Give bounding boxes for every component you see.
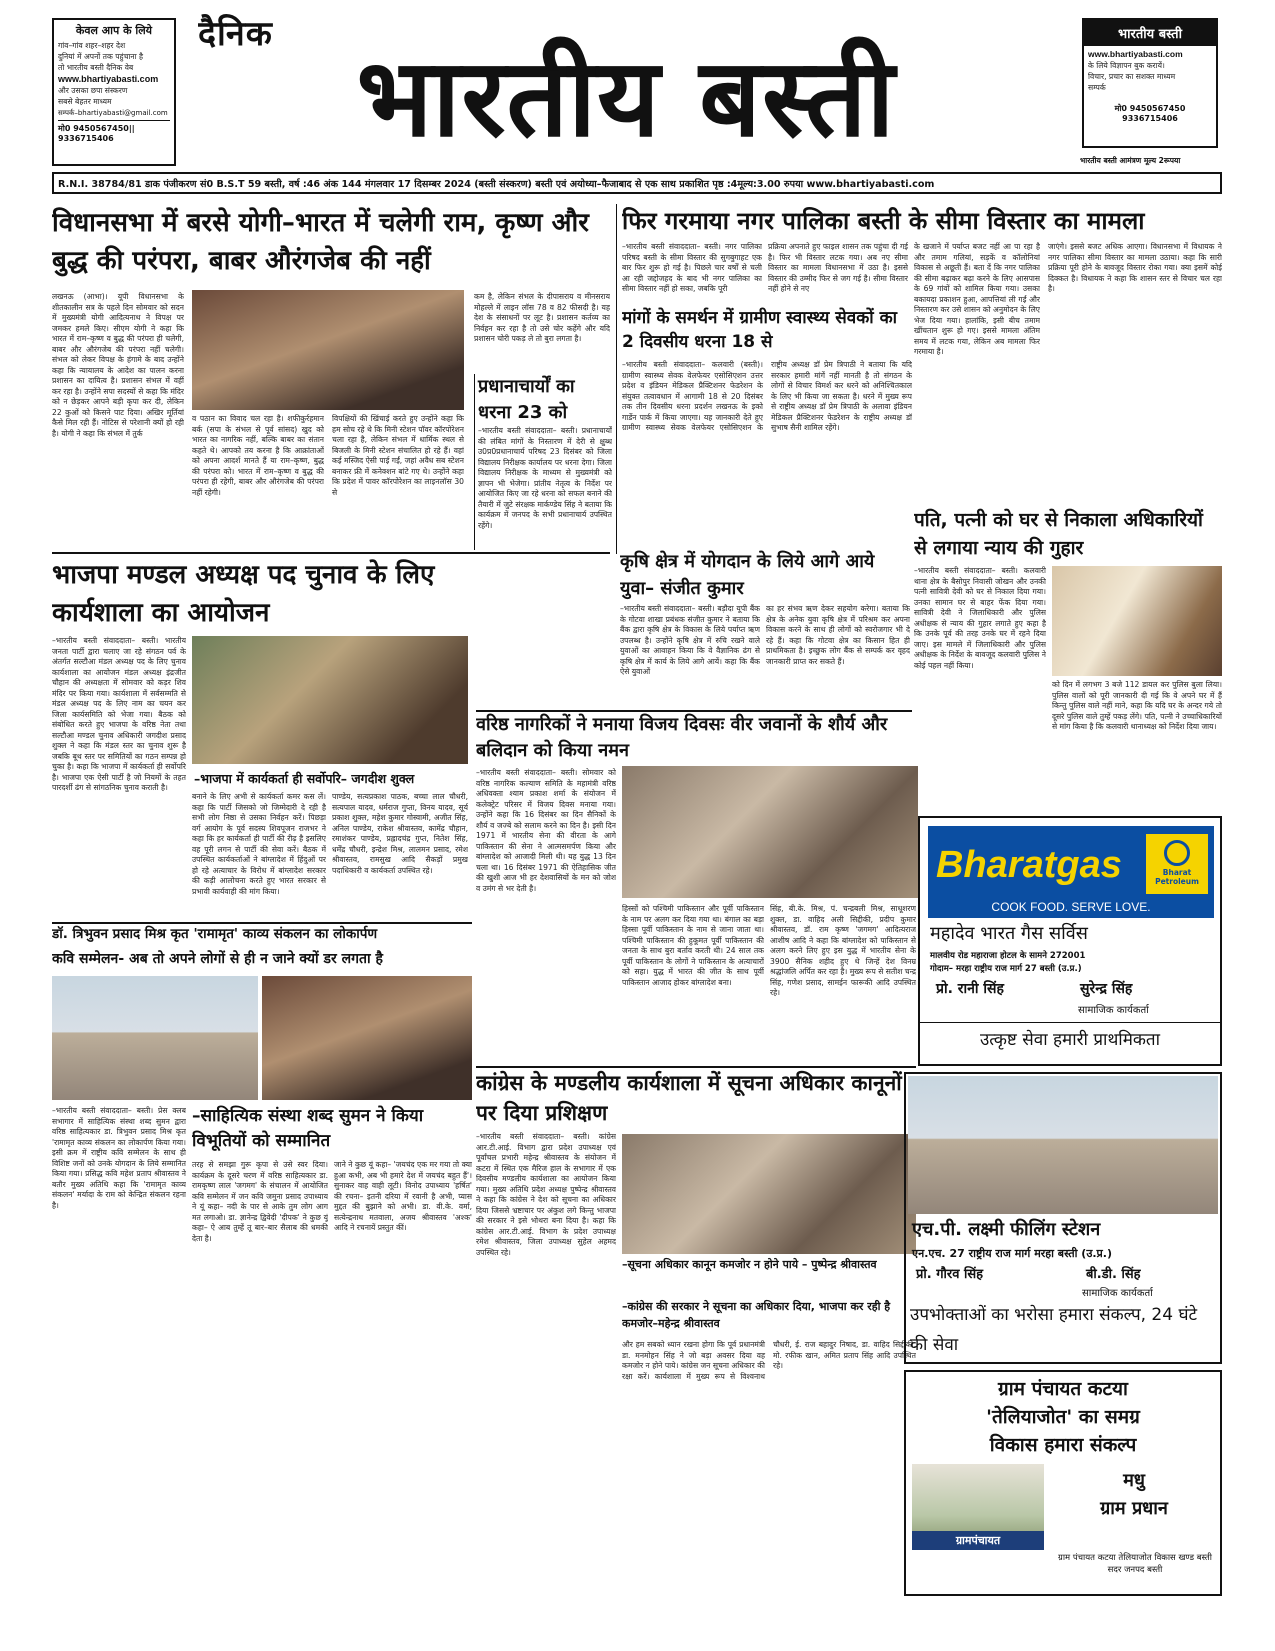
headline-trib: डॉ. त्रिभुवन प्रसाद मिश्र कृत 'रामामृत' काव्य संकलन का लोकार्पण [52,926,378,942]
panchayat-name: मधु [1123,1470,1145,1491]
left-promo-line: सबसे बेहतर माध्यम [58,97,112,106]
headline-congress: कांग्रेस के मण्डलीय कार्यशाला में सूचना अधिकार कानूनों पर दिया प्रशिक्षण [476,1071,902,1125]
bharatgas-person-1: प्रो. रानी सिंह [936,981,1004,997]
left-promo-title: केवल आप के लिये [75,24,153,37]
right-promo-phone: मो0 9450567450 [1114,104,1186,113]
bharatgas-person-2-role: सामाजिक कार्यकर्ता [1078,1005,1149,1016]
headline-sahityik: –साहित्यिक संस्था शब्द सुमन ने किया विभूतियों को सम्मानित [192,1106,424,1151]
article-vijay-col2: हिस्सों को पश्चिमी पाकिस्तान और पूर्वी पाकिस्तान के नाम पर अलग कर दिया गया था। बंगाल का बड़ा हिस्सा पूर्वी पाकिस्तान के नाम से जाना जाता था। पश्चिमी पाकिस्तान की हुकूमत पूर्वी पाकिस्तान की जनता के साथ बुरा बर्ताव करती थी। 24 साल तक पूर्वी पाकिस्तान के लोगों ने पाकिस्तान के अत्याचारों को सहा। युद्ध में भारत की जीत के साथ पूर्वी पाकिस्तान आजाद होकर बांग्लादेश बना। [622,904,764,987]
right-promo-line: सम्पर्क [1088,83,1106,92]
article-bjp-col3: पाण्डेय, सत्यप्रकाश पाठक, बच्चा लाल चौधरी, सत्यपाल यादव, धर्मराज गुप्ता, विनय यादव, सूर्य प्रकाश शुक्ल, महेश कुमार गोस्वामी, अजीत सिंह, अनिल पाण्डेय, राकेश श्रीवास्तव, कामेंद्र चौहान, रमाशंकर पाण्डेय, प्रह्लादचंद्र गुप्त, नितेश सिंह, धर्मेंद्र चौधरी, इन्द्रेश मिश्र, लालमन प्रसाद, रमेश श्रीवास्तव, रामसुख आदि सैकड़ों प्रमुख पदाधिकारी व कार्यकर्ता उपस्थित रहे। [332,792,468,875]
ad-hp-filling-station[interactable] [904,1072,1222,1364]
hp-person-1: प्रो. गौरव सिंह [916,1267,984,1282]
article-seema-col4: जाएंगे। इससे बजट अधिक आएगा। विधानसभा में विधायक ने नगर पालिका सीमा विस्तार का मामला उठाया। कहा कि सारी प्रक्रिया पूरी होने के बावजूद विस्तार रोका गया। क्या इसमें कोई दिक्कत है। विधायक ने कहा कि शासन स्तर से विचार चल रहा है। [1048,242,1222,293]
article-krishi-col2: का हर संभव ऋण देकर सहयोग करेगा। बताया कि क्षेत्र के अनेक युवा कृषि क्षेत्र में परिश्रम कर अपना विकास करने के साथ ही लोगों को स्वरोजगार भी दे रहे हैं। कहा कि गोटवा क्षेत्र का किसान हित ही प्राथमिकता है। इच्छुक लोग बैंक से सम्पर्क कर वृहद जानकारी प्राप्त कर सकते हैं। [766,604,910,666]
section-rule [52,552,610,554]
right-promo-url[interactable]: www.bhartiyabasti.com [1088,49,1183,59]
panchayat-line-2: 'तेलियाजोत' का समग्र [986,1406,1140,1428]
bharatgas-dealer: महादेव भारत गैस सर्विस [930,923,1088,944]
article-pradhanacharya-body: –भारतीय बस्ती संवाददाता– बस्ती। प्रधानाचार्यों की लंबित मांगों के निस्तारण में देरी से क्षुब्ध उ0प्र0प्रधानाचार्य परिषद 23 दिसंबर को जिला विद्यालय निरीक्षक कार्यालय पर धरना देगा। जिला विद्यालय निरीक्षक के माध्यम से मुख्यमंत्री को ज्ञापन भी भेजेगा। प्रांतीय नेतृत्व के निर्देश पर आयोजित किए जा रहे धरना को सफल बनाने की तैयारी में जुटे संरक्षक मार्कण्डेय सिंह ने बताया कि कार्यक्रम में जनपद के सभी प्रधानाचार्य उपस्थित रहेंगे। [478,426,612,530]
article-krishi-col1: –भारतीय बस्ती संवाददाता– बस्ती। बड़ौदा यूपी बैंक के गोटवा शाखा प्रबंधक संजीत कुमार ने बताया कि बैंक द्वारा कृषि क्षेत्र के विकास के लिये पर्याप्त ऋण उपलब्ध है। उन्होंने कृषि क्षेत्र में रुचि रखने वाले युवाओं का आवाहन किया कि वे वैज्ञानिक ढंग से कृषि क्षेत्र में कार्य के लिये आगे आयें। कहा कि बैंक ऐसे युवाओं [620,604,760,676]
left-promo-email[interactable]: सम्पर्क–bhartiyabasti@gmail.com [58,109,168,117]
article-yogi-col1: लखनऊ (आभा)। यूपी विधानसभा के शीतकालीन सत्र के पहले दिन सोमवार को सदन में मुख्यमंत्री योगी आदित्यनाथ ने विपक्ष पर जमकर हमले किए। सीएम योगी ने कहा कि भारत में राम–कृष्ण व बुद्ध की परंपरा ही चलेगी, बाबर और औरंगजेब की परंपरा नहीं चलेगी। संभल को लेकर विपक्ष के हंगामे के बाद उन्होंने कहा कि न्यायालय के आदेश का पालन करना प्रशासन का दायित्व है। प्रशासन संभल में वहीं कर रहा है। उन्होंने सपा सदस्यों से कहा कि मंदिर को न छेड़कर आपने बड़ी कृपा कर दी, लेकिन 22 कुओं को किसने पाट दिया। अखिर मूर्तियां कैसे मिल रही हैं। नोटिस से परेशानी क्यों हो रही है। योगी ने कहा कि संभल में तुर्क [52,292,184,438]
invitation-price: भारतीय बस्ती आमंत्रण मूल्य 2रूपया [1080,156,1181,165]
photo-book-launch-stage [52,976,258,1100]
congress-callout-1: –सूचना अधिकार कानून कमजोर न होने पाये – पुष्पेन्द्र श्रीवास्तव [622,1258,877,1271]
headline-krishi: कृषि क्षेत्र में योगदान के लिये आगे आये युवा– संजीत कुमार [620,551,875,599]
hp-name: एच.पी. लक्ष्मी फीलिंग स्टेशन [912,1219,1101,1240]
photo-book-launch-audience [262,976,472,1100]
photo-bjp-workshop [192,636,468,764]
headline-yogi: विधानसभा में बरसे योगी–भारत में चलेगी राम, कृष्ण और बुद्ध की परंपरा, बाबर औरंगजेब की नहीं [52,208,589,276]
subhead-trib: कवि सम्मेलन- अब तो अपने लोगों से ही न जाने क्यों डर लगता है [52,951,383,967]
right-promo-line: के लिये विज्ञापन बुक करायें। [1088,61,1165,70]
headline-seema: फिर गरमाया नगर पालिका बस्ती के सीमा विस्तार का मामला [622,207,1145,235]
article-congress-col1: –भारतीय बस्ती संवाददाता– बस्ती। कांग्रेस आर.टी.आई. विभाग द्वारा प्रदेश उपाध्यक्ष एवं पूर्वांचल प्रभारी महेन्द्र श्रीवास्तव के संयोजन में कटरा में स्थित एक मैरिज हाल के सभागार में एक दिवसीय मण्डलीय कार्यशाला का आयोजन किया गया। मुख्य अतिथि प्रदेश अध्यक्ष पुष्पेन्द्र श्रीवास्तव ने कहा कि कांग्रेस ने देश को सूचना का अधिकार दिया जिससे भ्रष्टाचार पर अंकुश लगे किन्तु भाजपा की सरकार ने इसे भोथरा बना दिया है। कहा कि कांग्रेस आर.टी.आई. विभाग के प्रदेश उपाध्यक्ष रमेश श्रीवास्तव, जिला उपाध्यक्ष सुहेल अहमद उपस्थित रहे। [476,1132,616,1257]
article-dharna-body: –भारतीय बस्ती संवाददाता– कलवारी (बस्ती)। ग्रामीण स्वास्थ्य सेवक वेलफेयर एसोसिएशन उत्तर प्रदेश व इंडियन मेडिकल प्रैक्टिशनर फेडरेशन के संयुक्त तत्वावधान में आगामी 18 से 20 दिसंबर तक तीन दिवसीय धरना प्रदर्शन लखनऊ के इको गार्डेन पार्क में किया जाएगा। यह जानकारी देते हुए ग्रामीण स्वास्थ्य सेवक वेलफेयर एसोसिएशन के राष्ट्रीय अध्यक्ष डॉ प्रेम त्रिपाठी ने बताया कि यदि सरकार हमारी मांगें नहीं मानती है तो संगठन के लोगों से विचार विमर्श कर धरने को अनिश्चितकाल के लिए भी किया जा सकता है। धरने में मुख्य रूप से राष्ट्रीय अध्यक्ष डॉ प्रेम त्रिपाठी के अलावा इंडियन मेडिकल प्रैक्टिशनर फेडरेशन के राष्ट्रीय अध्यक्ष डॉ सुभाष सैनी शामिल रहेंगे। [622,360,912,432]
bharatgas-slogan: उत्कृष्ट सेवा हमारी प्राथमिकता [920,1022,1220,1057]
hp-address: एन.एच. 27 राष्ट्रीय राज मार्ग मरहा बस्ती (उ.प्र.) [912,1247,1113,1260]
panchayat-image [912,1464,1044,1550]
article-congress-col2: और हम सबको ध्यान रखना होगा कि पूर्व प्रधानमंत्री डा. मनमोहन सिंह ने जो बड़ा अवसर दिया वह कमजोर न होने पाये। कांग्रेस जन सूचना अधिकार की रक्षा करें। कार्यशाला में मुख्य रूप से विश्वनाथ चौधरी, ई. राज बहादुर निषाद, डा. वाहिद सिद्दीकी, मो. रफीक खान, अमित प्रताप सिंह आदि उपस्थित रहे। [622,1340,916,1381]
article-vijay-col3: सिंह, बी.के. मिश्र, पं. चन्द्रबली मिश्र, साधूशरण शुक्ल, डा. वाहिद अली सिद्दीकी, प्रदीप कुमार श्रीवास्तव, डॉ. राम कृष्ण 'जगमग' आदित्यराज आशीष आदि ने कहा कि बांग्लादेश को पाकिस्तान से अलग करने लिए हुए इस युद्ध में भारतीय सेना के 3900 सैनिक शहीद हुए थे जिन्हें देश विनम्र श्रद्धांजलि अर्पित कर रहा है। मुख्य रूप से सतीश चन्द्र सिंह, गणेश प्रसाद, सामईन फारूकी आदि उपस्थित रहे। [770,904,916,997]
article-seema-col1: –भारतीय बस्ती संवाददाता– बस्ती। नगर पालिका परिषद बस्ती के सीमा विस्तार की सुगबुगाहट एक बार फिर शुरू हो गई है। पिछले चार वर्षों से चली आ रही जद्दोजहद के बाद भी नगर पालिका का सीमा विस्तार नहीं हो सका, जबकि पूरी [622,242,762,293]
left-promo-line: गांव–गांव शहर–शहर देश [58,41,126,50]
headline-pati: पति, पत्नी को घर से निकाला अधिकारियों से लगाया न्याय की गुहार [914,509,1203,559]
bharatgas-tagline: COOK FOOD. SERVE LOVE. [991,900,1151,914]
left-promo-phone: मो0 9450567450|| 9336715406 [58,120,170,143]
panchayat-line-1: ग्राम पंचायत कटया [998,1378,1128,1400]
article-trib-col2: तरह से समझा गुरू कृपा से उसे स्वर दिया। कार्यक्रम के दूसरे चरण में वरिष्ठ साहित्यकार डा. रामकृष्ण लाल 'जगमग' के संचालन में आयोजित कवि सम्मेलन में जन कवि जमुना प्रसाद उपाध्याय ने यूं कहा– नदी के पार से आके तुम लोग आग मत लगाओ। डा. ज्ञानेन्द्र द्विवेदी 'दीपक' ने कुछ यूं कहा– ऐ आब तुम्हें तू बार–बार सैलाब की धमकी देता है। [192,1160,328,1243]
photo-filling-station [908,1076,1218,1214]
photo-vijay-diwas [622,766,918,898]
bharat-petroleum-text: Bharat Petroleum [1155,868,1199,886]
congress-callout-2: –कांग्रेस की सरकार ने सूचना का अधिकार दिया, भाजपा कर रही है कमजोर–महेन्द्र श्रीवास्तव [622,1300,891,1330]
article-vijay-col1: –भारतीय बस्ती संवाददाता– बस्ती। सोमवार को वरिष्ठ नागरिक कल्याण समिति के महामंत्री वरिष्ठ अधिवक्ता श्याम प्रकाश शर्मा के संयोजन में कलेक्ट्रेट परिसर में विजय दिवस मनाया गया। उन्होंने कहा कि 16 दिसंबर का दिन सैनिकों के शौर्य व जज्बे को सलाम करने का दिन है। इसी दिन 1971 में भारतीय सेना की वीरता के आगे पाकिस्तान की सेना ने आत्मसमर्पण किया और बांग्लादेश को आजादी मिली थी। यह युद्ध 13 दिन चला था। 16 दिसंबर 1971 की ऐतिहासिक जीत की खुशी आज भी हर देशवासियों के मन को जोश व उमंग से भर देती है। [476,768,616,893]
article-bjp-col2: बनाने के लिए अभी से कार्यकर्ता कमर कस लें। कहा कि पार्टी जिसको जो जिम्मेदारी दे रही है सभी लोग निष्ठा से उसका निर्वहन करें। पिछड़ा वर्ग आयोग के पूर्व सदस्य शिवपूजन राजभर ने कहा कि हर कार्यकर्ता ही पार्टी की रीढ़ है इसलिए वह पूरी लगन से पार्टी की सेवा करें। बैठक में उपस्थित कार्यकर्ताओं ने बांग्लादेश में हिंदुओं पर हो रहे अत्याचार के विरोध में बांग्लादेश सरकार की कड़ी आलोचना करते हुए भारत सरकार से प्रभावी कार्यवाही की मांग किया। [192,792,326,896]
article-bjp-col1: –भारतीय बस्ती संवाददाता– बस्ती। भारतीय जनता पार्टी द्वारा चलाए जा रहे संगठन पर्व के अंतर्गत सल्टौआ मंडल अध्यक्ष पद के लिए चुनाव कार्यशाला का आयोजन मंडल अध्यक्ष इंद्रजीत चौहान की अध्यक्षता में सोमवार को कड़र शिव मंदिर पर किया गया। कार्यशाला में सर्वसम्मति से मंडल अध्यक्ष पद के लिए नाम का चयन कर जिला कार्यसमिति को भेजा गया। बैठक को संबोधित करते हुए भाजपा के वरिष्ठ नेता तथा सल्टौआ मण्डल चुनाव अधिकारी जगदीश प्रसाद शुक्ल ने कहा कि मंडल स्तर का चुनाव शुरू है जबकि बूथ स्तर पर समितियों का गठन सम्पन्न हो चुका है। कहा कि भाजपा में कार्यकर्ता ही सर्वोपरि है। भाजपा एक ऐसी पार्टी है जो नियमों के तहत पारदर्शी ढंग से सांगठनिक चुनाव कराती है। [52,636,186,792]
left-promo-line: दुनियां में अपनों तक पहुंचाना है [58,52,143,61]
dateline: R.N.I. 38784/81 डाक पंजीकरण सं0 B.S.T 59 बस्ती, वर्ष :46 अंक 144 मंगलवार 17 दिसम्बर 2024 (बस्ती संस्करण) बस्ती एवं अयोध्या–फैजाबाद से एक साथ प्रकाशित पृष्ठ :4मूल्य:3.00 रुपया www.bhartiyabasti.com [58,179,935,190]
article-pati-col1: –भारतीय बस्ती संवाददाता– बस्ती। कलवारी थाना क्षेत्र के बैसोपुर निवासी जोखन और उनकी पत्नी सावित्री देवी को घर से निकाल दिया गया। उनका सामान घर से बाहर फेंक दिया गया। सावित्री देवी ने जिलाधिकारी और पुलिस अधीक्षक से न्याय की गुहार लगाते हुए कहा है कि उनके पूर्व की तरह उनके घर में रहने दिया जाए। इस मामले में जिलाधिकारी और पुलिस अधीक्षक के निर्देश के बावजूद कलवारी पुलिस ने कोई पहल नहीं किया। [914,566,1046,670]
article-seema-col3: के खजाने में पर्याप्त बजट नहीं आ पा रहा है और तमाम गलियां, सड़कें व कॉलोनियां विकास से अछूती हैं। बता दें कि नगर पालिका की सीमा बढ़ाकर बढ़ा करने के लिए आसपास के 69 गांवों को शामिल किया गया। उसका बकायदा प्रकाशन हुआ, आपत्तियां ली गईं और निस्तारण कर उसे शासन को अनुमोदन के लिए भेज दिया गया। हालांकि, इसी बीच तमाम खींचतान शुरू हो गए। इससे मामला अंतिम समय में लटक गया, लेकिन अब मामला फिर गरमाया है। [914,242,1040,356]
ad-gram-panchayat[interactable] [904,1370,1222,1596]
article-yogi-col4: कम है, लेकिन संभल के दीपासराय व मीनसराय मोहल्ले में लाइन लॉस 78 व 82 फीसदी है। यह देश के संसाधनों पर लूट है। प्रशासन कर्तव्य का निर्वहन कर रहा है तो उसे चोर कहेंगे और यदि प्रशासन चोरी पकड़ ले तो बुरा लगता है। [474,292,610,343]
masthead-prefix: दैनिक [198,14,273,54]
bjp-subhead: –भाजपा में कार्यकर्ता ही सर्वोपरि– जगदीश शुक्ल [194,771,415,786]
photo-congress-workshop [622,1134,916,1254]
headline-bjp: भाजपा मण्डल अध्यक्ष पद चुनाव के लिए कार्यशाला का आयोजन [52,560,435,628]
hp-person-2-role: सामाजिक कार्यकर्ता [1082,1288,1153,1299]
panchayat-banner: ग्रामपंचायत [912,1531,1044,1550]
bharatgas-person-2: सुरेन्द्र सिंह [1080,981,1133,997]
article-trib-col1: –भारतीय बस्ती संवाददाता– बस्ती। प्रेस क्लब सभागार में साहित्यिक संस्था शब्द सुमन द्वारा वरिष्ठ साहित्यकार डा. त्रिभुवन प्रसाद मिश्र कृत 'रामामृत काव्य संकलन का लोकार्पण किया गया। इसी क्रम में राष्ट्रीय कवि सम्मेलन के साथ ही विशिष्ट जनों को उनके योगदान के लिये सम्मानित किया गया। प्रसिद्ध कवि महेश प्रताप श्रीवास्तव ने बतौर मुख्य अतिथि कहा कि 'रामामृत काव्य संकलन' मर्यादा के राम को केन्द्रित संकलन रहना है। [52,1106,186,1210]
photo-yogi-assembly [192,290,464,410]
dateline-bar [52,172,1222,194]
bharatgas-banner [928,826,1214,918]
masthead-title: भारतीय बस्ती [356,35,896,161]
right-promo-line: विचार, प्रचार का सशक्त माध्यम [1088,72,1176,81]
panchayat-footer: ग्राम पंचायत कटया तेलियाजोत विकास खण्ड बस्ती सदर जनपद बस्ती [1058,1553,1212,1575]
flame-icon [1164,840,1190,866]
hp-slogan: उपभोक्ताओं का भरोसा हमारा संकल्प, 24 घंटे की सेवा [910,1305,1198,1355]
left-promo-url[interactable]: www.bhartiyabasti.com [58,74,159,84]
headline-pradhanacharya: प्रधानाचार्यों का धरना 23 को [478,376,575,423]
panchayat-role: ग्राम प्रधान [1100,1498,1168,1519]
headline-dharna: मांगों के समर्थन में ग्रामीण स्वास्थ्य सेवकों का 2 दिवसीय धरना 18 से [622,308,898,352]
left-promo-box [52,18,176,166]
left-promo-line: तो भारतीय बस्ती दैनिक वेब [58,63,134,72]
right-promo-box [1082,18,1218,148]
article-seema-col2: प्रक्रिया अपनाते हुए फाइल शासन तक पहुंचा दी गई है। फिर भी विस्तार लटक गया। अब नए सीमा विस्तार का मामला विधानसभा में उठा है। इससे विस्तार की उम्मीद फिर से जग गई है। सीमा विस्तार नहीं होने से नए [768,242,908,293]
right-promo-phone: 9336715406 [1122,114,1178,123]
panchayat-line-3: विकास हमारा संकल्प [989,1434,1137,1456]
article-pati-col2: को दिन में लगभग 3 बजे 112 डायल कर पुलिस बुला लिया। पुलिस वालों को पूरी जानकारी दी गई कि वे अपने घर में हैं किन्तु पुलिस वाले नहीं माने, कहा कि यदि घर के अन्दर गये तो दूसरे पुलिस वाले तुम्हें पकड़ लेंगे। पति, पत्नी ने उच्चाधिकारियों से मांग किया है कि कलवारी थानाध्यक्ष को निर्देश दिया जाय। [1052,680,1222,731]
hp-person-2: बी.डी. सिंह [1086,1267,1141,1282]
bharat-petroleum-logo [1146,834,1208,894]
right-promo-title: भारतीय बस्ती [1084,20,1216,46]
column-divider [616,204,617,554]
photo-old-couple [1052,566,1222,676]
left-promo-line: और उसका छपा संस्करण [58,86,128,95]
bharatgas-address-2: गोदाम– मरहा राष्ट्रीय राज मार्ग 27 बस्ती (उ.प्र.) [930,964,1082,974]
article-pradhanacharya [474,374,612,550]
bharatgas-address-1: मालवीय रोड महाराजा होटल के सामने 272001 [930,951,1086,961]
bharatgas-brand: Bharatgas [936,844,1122,886]
ad-bharatgas[interactable] [918,816,1222,1066]
article-yogi-col3: विपक्षियों की खिंचाई करते हुए उन्होंने कहा कि हम सोच रहे थे कि मिनी स्टेशन पॉवर कॉरपोरेशन चला रहा है, लेकिन संभल में धार्मिक स्थल से बिजली के मिनी स्टेशन संचालित हो रहे हैं। वहां कई मस्जिद ऐसी पाई गईं, जहां अवैध सब स्टेशन बनाकर फ्री में कनेक्शन बांटे गए थे। उन्होंने कहा कि प्रदेश में पावर कॉरपोरेशन का लाइनलॉस 30 से [332,414,464,497]
article-trib-col3: जाने ने कुछ यूं कहा– 'जयचंद एक मर गया तो क्या हुआ कभी, अब भी हमारे देश में जयचंद बहुत हैं'। सुनाकर वाह वाही लूटी। विनोद उपाध्याय 'हर्षित' की रचना– इतनी दरिया में रवानी है अभी, प्यास मुद्दत की बुझाने को अभी। डा. वी.के. वर्मा, सत्येन्द्रनाथ मतवाला, अजय श्रीवास्तव 'अश्क' आदि ने रचनायें प्रस्तुत कीं। [334,1160,472,1232]
article-yogi-col2: व पठान का विवाद चल रहा है। शफीकुर्रहमान बर्क (सपा के संभल से पूर्व सांसद) खुद को भारत का नागरिक नहीं, बल्कि बाबर का संतान कहते थे। आपको तय करना है कि आक्रांताओं को अपना आदर्श मानते हैं या राम–कृष्ण, बुद्ध की परंपरा को। भारत में राम–कृष्ण व बुद्ध की परंपरा ही रहेगी, बाबर और औरंगजेब की परंपरा नहीं रहेगी। [192,414,324,497]
headline-vijay: वरिष्ठ नागरिकों ने मनाया विजय दिवसः वीर जवानों के शौर्य और बलिदान को किया नमन [476,714,888,761]
